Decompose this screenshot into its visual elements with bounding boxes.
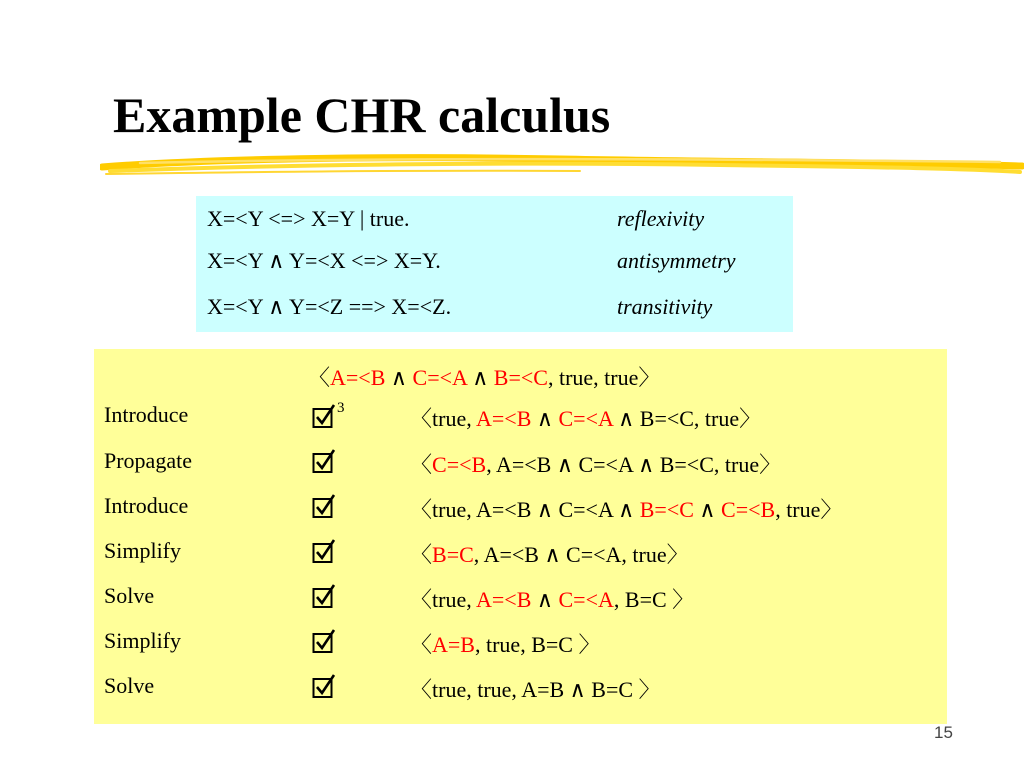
rule-name-antisymmetry: antisymmetry — [617, 248, 736, 273]
step-check — [312, 446, 336, 474]
derivation-step-row — [94, 493, 947, 523]
step-name: Simplify — [104, 628, 182, 653]
step-state — [410, 402, 761, 433]
state-text: 〈true, — [410, 587, 476, 612]
initial-state-term-3: B=<C — [493, 365, 548, 390]
initial-state-rest: , true, true — [547, 365, 639, 390]
step-state — [410, 583, 694, 614]
initial-state-close: 〉 — [638, 365, 661, 390]
chr-rules-box — [196, 196, 793, 332]
state-text: 〈true, true, A=B ∧ B=C 〉 — [410, 677, 661, 702]
derivation-step-row — [94, 448, 947, 478]
step-check — [312, 400, 345, 429]
step-name: Introduce — [104, 493, 189, 518]
rule-antisymmetry: X=<Y ∧ Y=<X <=> X=Y. — [207, 248, 441, 273]
step-state — [410, 628, 600, 659]
highlighted-constraint: C=<B — [721, 497, 776, 522]
initial-state-term-2: C=<A — [412, 365, 467, 390]
derivation-step-row — [94, 673, 947, 703]
derivation-step-row — [94, 538, 947, 568]
calculus-box — [94, 349, 947, 724]
highlighted-constraint: A=<B — [476, 587, 532, 612]
state-text: 〈true, — [410, 406, 476, 431]
checked-box-icon — [312, 583, 336, 609]
state-text: ∧ — [531, 587, 559, 612]
initial-state-open: 〈 — [308, 365, 331, 390]
checked-box-icon — [312, 493, 336, 519]
derivation-step-row — [94, 402, 947, 432]
highlighted-constraint: B=<C — [639, 497, 694, 522]
step-name: Solve — [104, 673, 155, 698]
step-check — [312, 491, 336, 519]
rule-name-reflexivity: reflexivity — [617, 206, 705, 231]
highlighted-constraint: C=<B — [432, 452, 487, 477]
title-underline-decoration — [100, 150, 1024, 182]
state-text: 〈true, A=<B ∧ C=<A ∧ — [410, 497, 640, 522]
page-number: 15 — [934, 723, 953, 742]
state-text: 〈 — [410, 632, 433, 657]
step-state — [410, 673, 661, 704]
highlighted-constraint: A=B — [432, 632, 475, 657]
state-text: ∧ — [531, 406, 559, 431]
state-text: 〈 — [410, 452, 433, 477]
step-name: Introduce — [104, 402, 189, 427]
highlighted-constraint: C=<A — [558, 587, 614, 612]
highlighted-constraint: B=C — [432, 542, 474, 567]
step-check — [312, 671, 336, 699]
step-state — [410, 493, 842, 524]
step-state — [410, 538, 689, 569]
highlighted-constraint: A=<B — [476, 406, 532, 431]
state-text: 〈 — [410, 542, 433, 567]
initial-state-term-1: A=<B — [330, 365, 386, 390]
state-text: ∧ B=<C, true〉 — [612, 406, 762, 431]
highlighted-constraint: C=<A — [558, 406, 613, 431]
step-check — [312, 581, 336, 609]
derivation-step-row — [94, 583, 947, 613]
checked-box-icon — [312, 403, 336, 429]
initial-state-and-2: ∧ — [466, 365, 494, 390]
initial-state — [308, 361, 660, 392]
rule-transitivity: X=<Y ∧ Y=<Z ==> X=<Z. — [207, 294, 452, 319]
state-text: , true〉 — [775, 497, 843, 522]
checked-box-icon — [312, 448, 336, 474]
step-check — [312, 626, 336, 654]
step-name: Propagate — [104, 448, 192, 473]
state-text: , true, B=C 〉 — [474, 632, 601, 657]
step-superscript: 3 — [337, 400, 345, 416]
rule-reflexivity: X=<Y <=> X=Y | true. — [207, 206, 410, 231]
step-name: Solve — [104, 583, 155, 608]
state-text: , A=<B ∧ C=<A, true〉 — [473, 542, 689, 567]
checked-box-icon — [312, 673, 336, 699]
slide-title: Example CHR calculus — [113, 87, 611, 143]
state-text: , B=C 〉 — [613, 587, 695, 612]
step-name: Simplify — [104, 538, 182, 563]
rule-name-transitivity: transitivity — [617, 294, 713, 319]
step-state — [410, 448, 781, 479]
derivation-step-row — [94, 628, 947, 658]
state-text: , A=<B ∧ C=<A ∧ B=<C, true〉 — [486, 452, 782, 477]
step-check — [312, 536, 336, 564]
checked-box-icon — [312, 538, 336, 564]
checked-box-icon — [312, 628, 336, 654]
initial-state-and-1: ∧ — [385, 365, 413, 390]
state-text: ∧ — [693, 497, 722, 522]
